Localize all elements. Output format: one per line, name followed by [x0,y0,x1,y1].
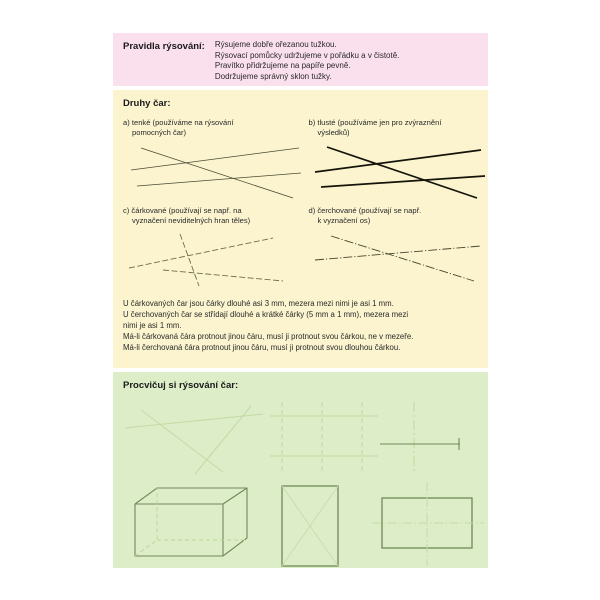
line-type-b-figure [309,140,479,202]
line-type-d [301,206,479,290]
line-type-c-figure [123,228,301,290]
rules-list [215,40,400,82]
note-line: Má-li čárkovaná čára protnout jinou čáru, musí ji protnout svou čárkou, ne v mezeře. [123,332,414,341]
thin-solid-lines-svg [123,140,303,202]
practice-panel [113,372,488,568]
line-types-panel [113,90,488,368]
line-type-d-caption [309,206,479,226]
practice-row-bottom [123,482,478,570]
crossing-lines-trace-svg [123,400,268,476]
line-type-d-figure [309,228,479,290]
line-types-title: Druhy čar: [123,98,171,109]
practice-title: Procvičuj si rýsování čar: [123,380,239,391]
line-type-c [123,206,301,290]
line-type-c-label-cont: vyznačení neviditelných hran těles) [132,216,251,225]
dashed-grid-trace-svg [268,400,380,476]
rules-title: Pravidla rýsování: [123,41,205,52]
line-type-b-label: b) tlusté (používáme jen pro zvýraznění [308,118,442,127]
practice-row-top [123,400,478,476]
line-types-row-cd [123,206,478,290]
practice-grid [268,400,380,476]
line-type-a-figure [123,140,301,202]
rect-centerlines-trace-svg [380,482,498,570]
rules-panel [113,33,488,86]
rules-item: Dodržujeme správný sklon tužky. [214,71,332,81]
line-type-d-label: d) čerchované (používají se např. [308,206,422,215]
note-line: U čárkovaných čar jsou čárky dlouhé asi 3 mm, mezera mezi nimi je asi 1 mm. [123,299,394,308]
line-type-a [123,118,301,202]
line-types-notes [123,298,478,353]
line-type-a-label: a) tenké (používáme na rýsování [123,118,234,127]
line-type-c-label: c) čárkované (používají se např. na [123,206,242,215]
rect-diagonals-trace-svg [268,482,380,570]
practice-rect-diagonals [268,482,380,570]
line-type-b-caption [309,118,479,138]
line-type-b-label-cont: výsledků) [317,128,350,137]
note-line: Má-li čerchovaná čára protnout jinou čáru, musí ji protnout svou dlouhou čárkou. [123,343,401,352]
rules-item: Pravítko přidržujeme na papíře pevně. [214,61,351,70]
practice-wireframe-box [123,482,268,570]
line-type-a-caption [123,118,301,138]
line-types-row-ab [123,118,478,202]
note-line: nimi je asi 1 mm. [123,321,182,330]
thick-solid-lines-svg [309,140,489,202]
practice-dimension-line [380,400,498,476]
rules-item: Rýsujeme dobře ořezanou tužkou. [214,40,337,49]
practice-crossing-lines [123,400,268,476]
line-type-a-label-cont: pomocných čar) [132,128,187,137]
dash-dot-lines-svg [309,228,489,290]
wireframe-box-trace-svg [123,482,268,570]
line-type-d-label-cont: k vyznačení os) [317,216,371,225]
line-type-c-caption [123,206,301,226]
practice-rect-centerlines [380,482,498,570]
rules-item: Rýsovací pomůcky udržujeme v pořádku a v čistotě. [214,50,400,60]
dimension-line-trace-svg [380,400,498,476]
line-type-b [301,118,479,202]
dashed-lines-svg [123,228,303,290]
note-line: U čerchovaných čar se střídají dlouhé a krátké čárky (5 mm a 1 mm), mezera mezi [123,310,409,319]
